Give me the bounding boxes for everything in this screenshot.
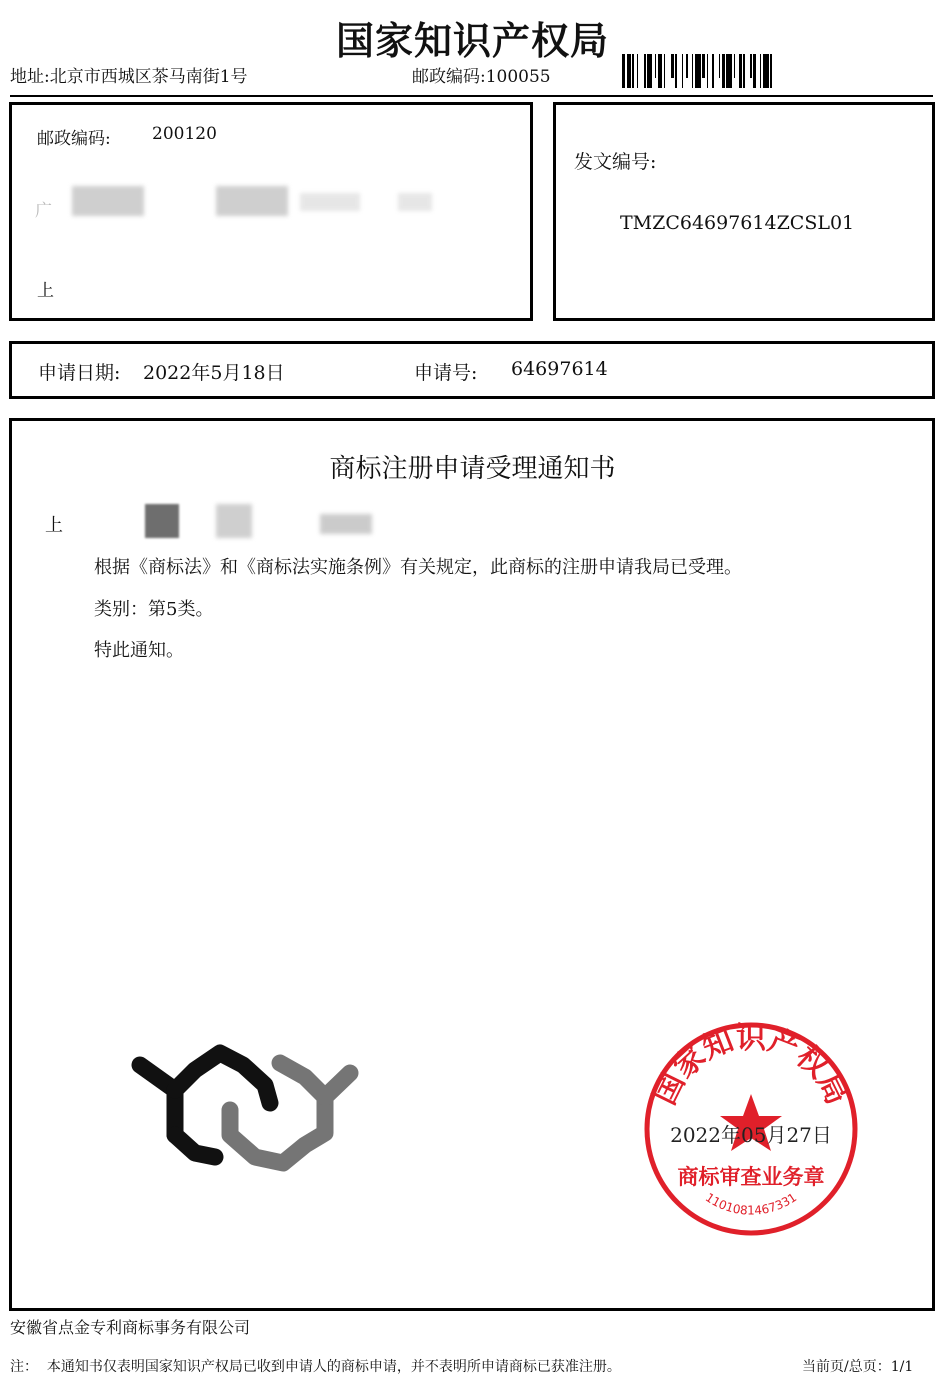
application-date-label: 申请日期: — [38, 362, 121, 384]
redacted-applicant-name — [320, 514, 372, 534]
page-indicator: 当前页/总页：1/1 — [802, 1359, 914, 1375]
doc-number-label: 发文编号: — [574, 151, 657, 173]
seal-date: 2022年05月27日 — [670, 1123, 832, 1147]
notice-body: 根据《商标法》和《商标法实施条例》有关规定，此商标的注册申请我局已受理。 — [94, 557, 742, 578]
seal-top-text: 国家知识产权局 — [647, 1021, 855, 1111]
redacted-recipient-address — [72, 186, 144, 216]
svg-text:1101081467331 — [703, 1190, 799, 1217]
recipient-line2: 上 — [37, 281, 54, 301]
agent-name: 安徽省点金专利商标事务有限公司 — [10, 1318, 251, 1337]
header-rule — [10, 95, 933, 97]
application-date-value: 2022年5月18日 — [143, 362, 285, 384]
office-address: 地址:北京市西城区茶马南街1号 — [10, 67, 248, 87]
application-number-value: 64697614 — [511, 358, 608, 380]
seal-number: 1101081467331 — [702, 1190, 800, 1218]
application-number-label: 申请号: — [414, 362, 478, 384]
recipient-line1-prefix: 广 — [35, 201, 52, 221]
redacted-recipient-address — [398, 193, 432, 211]
notice-closing: 特此通知。 — [94, 640, 184, 661]
office-postal-code: 邮政编码:100055 — [412, 67, 551, 87]
office-title: 国家知识产权局 — [335, 18, 609, 63]
redacted-applicant-name — [216, 504, 252, 538]
notice-title: 商标注册申请受理通知书 — [329, 454, 616, 484]
official-seal — [640, 1018, 862, 1240]
doc-number-value: TMZC64697614ZCSL01 — [620, 212, 855, 234]
notice-category: 类别：第5类。 — [94, 599, 214, 620]
trademark-logo — [125, 1035, 370, 1175]
barcode — [622, 54, 928, 88]
redacted-recipient-address — [300, 193, 360, 211]
recipient-postal-value: 200120 — [152, 124, 217, 144]
addressee-prefix: 上 — [45, 515, 63, 536]
seal-bottom-text: 商标审查业务章 — [677, 1165, 825, 1189]
redacted-recipient-address — [216, 186, 288, 216]
redacted-applicant-name — [145, 504, 179, 538]
recipient-postal-label: 邮政编码: — [37, 129, 111, 149]
footer-note: 注： 本通知书仅表明国家知识产权局已收到申请人的商标申请，并不表明所申请商标已获准注册。 — [10, 1359, 621, 1375]
